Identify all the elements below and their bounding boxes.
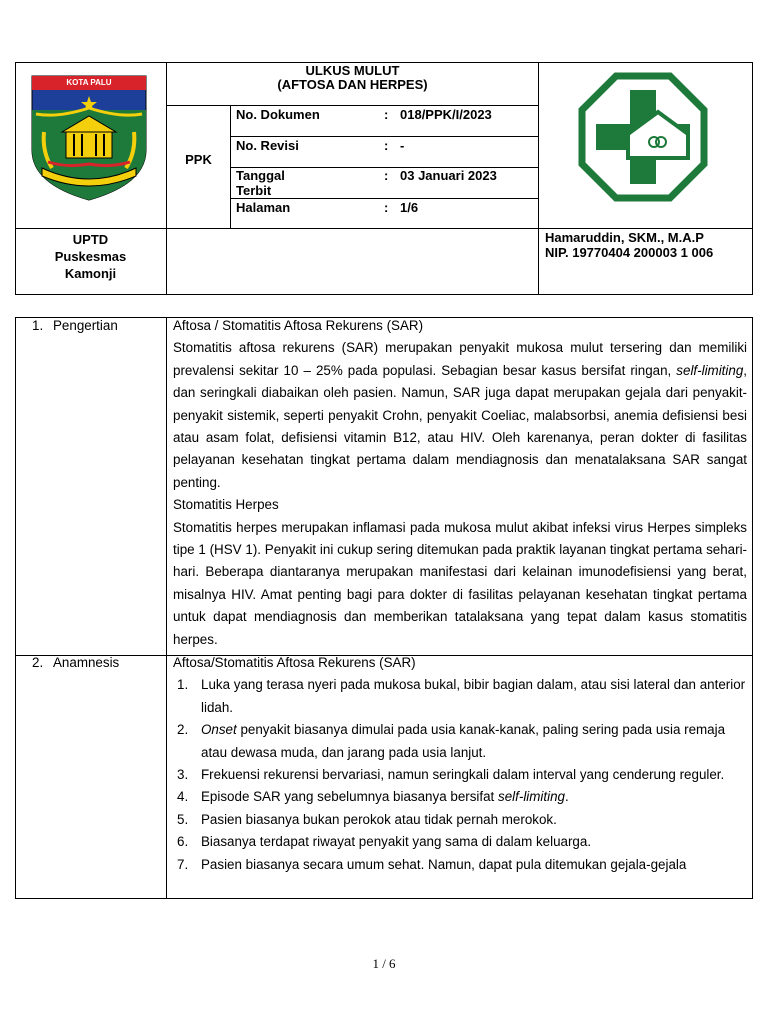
tanggal-terbit-label-1: Tanggal: [236, 168, 285, 183]
anamnesis-list: [173, 674, 747, 876]
sar-paragraph: Stomatitis aftosa rekurens (SAR) merupakan penyakit mukosa mulut tersering dan memiliki prevalensi sekitar 10 – 25% pada populasi. Sebagian besar kasus bersifat ringan, self-limiting, dan seringkali diabaikan oleh pasien. Namun, SAR juga dapat merupakan gejala dari penyakit-penyakit sistemik, seperti penyakit Crohn, penyakit Coeliac, malabsorbsi, anemia defisiensi besi atau asam folat, defisiensi vitamin B12, atau HIV. Oleh karenanya, peran dokter di fasilitas pelayanan kesehatan tingkat pertama dalam mendiagnosis dan menatalaksana SAR sangat penting.: [173, 340, 747, 490]
content-divider: [166, 317, 167, 899]
kota-palu-logo-text: KOTA PALU: [66, 78, 112, 87]
org-line2: Puskesmas: [54, 249, 127, 264]
header-divider: [166, 105, 539, 106]
no-revisi-colon: :: [384, 138, 389, 153]
sar-title: Aftosa / Stomatitis Aftosa Rekurens (SAR): [173, 318, 424, 333]
list-item: 2. Onset penyakit biasanya dimulai pada usia kanak-kanak, paling sering pada usia remaja atau dewasa muda, dan jarang pada usia lanjut.: [177, 722, 726, 760]
header-divider: [538, 62, 539, 295]
tanggal-terbit-label-2: Terbit: [236, 183, 272, 198]
anamnesis-content: [173, 652, 747, 896]
list-item: 3. Frekuensi rekurensi bervariasi, namun seringkali dalam interval yang cenderung reguler.: [177, 767, 725, 783]
list-item: 1. Luka yang terasa nyeri pada mukosa bukal, bibir bagian dalam, atau sisi lateral dan anterior lidah.: [177, 677, 746, 715]
anamnesis-subtitle: Aftosa/Stomatitis Aftosa Rekurens (SAR): [173, 655, 416, 670]
org-line3: Kamonji: [64, 266, 117, 281]
no-dokumen-colon: :: [384, 107, 389, 122]
document-title-line1: ULKUS MULUT: [305, 63, 400, 78]
tanggal-terbit-colon: :: [384, 168, 389, 183]
signer-name: Hamaruddin, SKM., M.A.P: [545, 230, 704, 245]
puskesmas-logo: [578, 72, 708, 202]
pengertian-content: [173, 315, 747, 651]
tanggal-terbit-value: 03 Januari 2023: [400, 168, 497, 183]
document-title-line2: (AFTOSA DAN HERPES): [277, 77, 428, 92]
header-divider: [15, 228, 753, 229]
herpes-paragraph: Stomatitis herpes merupakan inflamasi pada mukosa mulut akibat infeksi virus Herpes simpleks tipe 1 (HSV 1). Penyakit ini cukup sering ditemukan pada praktik layanan tingkat pertama sehari-hari. Beberapa diantaranya merupakan manifestasi dari kelainan imunodefisiensi yang berat, misalnya HIV. Amat penting bagi para dokter di fasilitas pelayanan kesehatan tingkat pertama untuk dapat mendiagnosis dan memberikan tatalaksana yang tepat dalam kasus stomatitis herpes.: [173, 519, 747, 647]
section-number: 1.: [32, 318, 44, 333]
puskesmas-cross-icon: [578, 72, 708, 202]
section-number: 2.: [32, 655, 44, 670]
herpes-title: Stomatitis Herpes: [173, 497, 279, 513]
list-item: 5. Pasien biasanya bukan perokok atau tidak pernah merokok.: [177, 811, 557, 827]
no-dokumen-label: No. Dokumen: [236, 107, 320, 122]
signer-nip: NIP. 19770404 200003 1 006: [545, 245, 714, 260]
kota-palu-logo: [28, 72, 150, 204]
halaman-colon: :: [384, 200, 389, 215]
halaman-label: Halaman: [236, 200, 291, 215]
header-divider: [230, 198, 539, 199]
list-item: 7. Pasien biasanya secara umum sehat. Namun, dapat pula ditemukan gejala-gejala: [177, 856, 687, 872]
org-line1: UPTD: [72, 232, 109, 247]
no-dokumen-value: 018/PPK/I/2023: [400, 107, 492, 122]
ppk-label: PPK: [185, 152, 212, 167]
no-revisi-value: -: [400, 138, 405, 153]
list-item: 4. Episode SAR yang sebelumnya biasanya bersifat self-limiting.: [177, 789, 569, 805]
no-revisi-label: No. Revisi: [236, 138, 299, 153]
page-number: 1 / 6: [372, 956, 396, 971]
section-label-anamnesis: Anamnesis: [53, 655, 120, 670]
header-divider: [166, 62, 167, 295]
header-divider: [230, 136, 539, 137]
kota-palu-crest-icon: [28, 72, 150, 204]
list-item: 6. Biasanya terdapat riwayat penyakit yang sama di dalam keluarga.: [177, 834, 592, 850]
section-label-pengertian: Pengertian: [53, 318, 118, 333]
halaman-value: 1/6: [400, 200, 419, 215]
